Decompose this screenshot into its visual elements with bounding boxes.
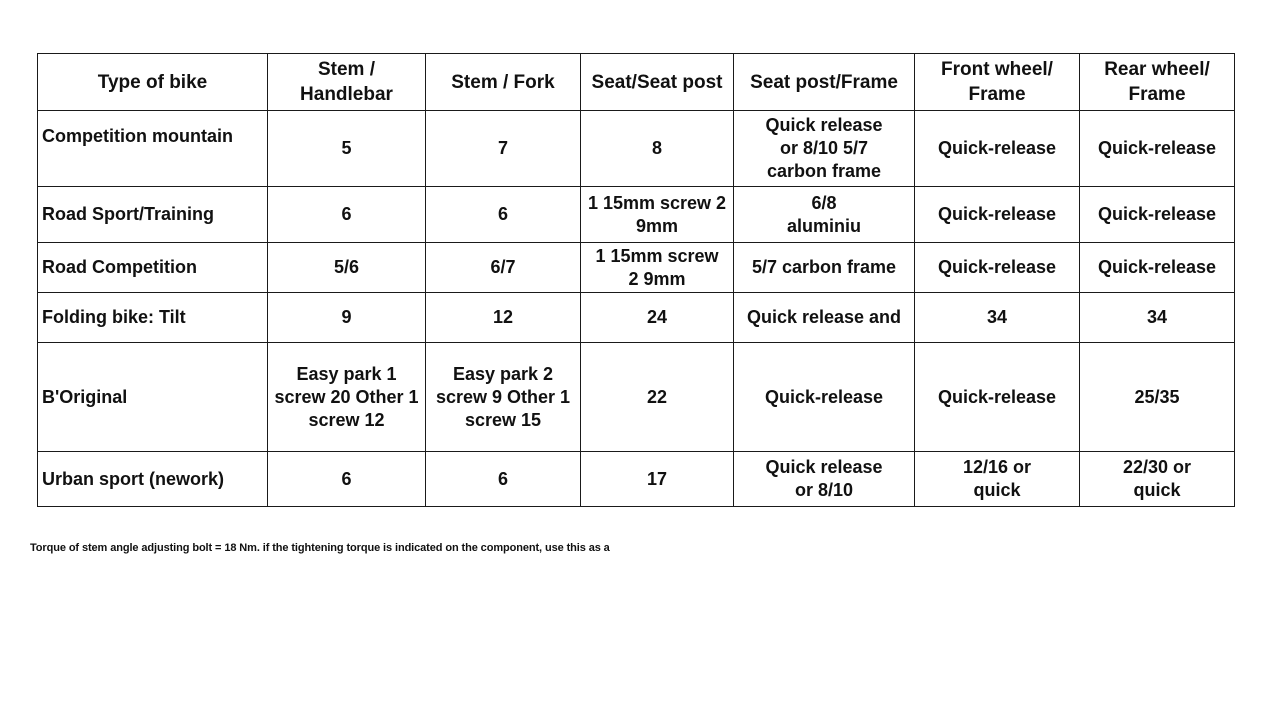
cell-line: Type of bike <box>97 71 208 93</box>
torque-cell-stem-handlebar <box>268 452 426 507</box>
cell-text <box>585 245 729 291</box>
torque-cell-seat-seat-post <box>581 452 734 507</box>
cell-line: Frame <box>1128 84 1186 105</box>
torque-cell-stem-handlebar <box>268 293 426 343</box>
torque-cell-seat-seat-post <box>581 293 734 343</box>
cell-line: screw 15 <box>464 409 542 430</box>
cell-text <box>585 386 729 409</box>
table-row <box>38 343 1235 452</box>
torque-cell-rear-wheel-frame <box>1080 243 1235 293</box>
cell-text <box>738 114 910 183</box>
cell-line: Easy park 2 <box>452 363 554 384</box>
cell-line: 22 <box>646 386 668 407</box>
cell-line: quick <box>973 480 1021 500</box>
cell-text <box>585 468 729 491</box>
cell-line: Frame <box>968 84 1026 105</box>
cell-text <box>585 70 729 95</box>
cell-text <box>919 386 1075 409</box>
cell-line: Quick-release <box>1097 138 1217 158</box>
cell-text <box>430 468 576 491</box>
footnote: Torque of stem angle adjusting bolt = 18 Nm. if the tightening torque is indicated on the component, use this as a <box>30 542 610 554</box>
cell-line: 34 <box>986 307 1008 327</box>
torque-cell-rear-wheel-frame <box>1080 452 1235 507</box>
cell-line: Seat/Seat post <box>591 71 723 93</box>
cell-text <box>919 456 1075 502</box>
cell-line: screw 9 Other 1 <box>435 386 571 407</box>
cell-text <box>738 256 910 279</box>
torque-cell-seat-seat-post <box>581 343 734 452</box>
cell-text <box>1084 203 1230 226</box>
bike-type-cell: Road Competition <box>38 243 268 293</box>
torque-cell-front-wheel-frame <box>915 111 1080 187</box>
cell-line: Quick-release <box>937 204 1057 224</box>
torque-cell-seat-post-frame <box>734 293 915 343</box>
table-row <box>38 111 1235 187</box>
cell-line: Front wheel/ <box>941 59 1053 80</box>
cell-line: 6/7 <box>490 257 516 277</box>
cell-text <box>585 192 729 238</box>
cell-text <box>272 468 421 491</box>
cell-line: 8 <box>651 138 662 158</box>
bike-type-cell: B'Original <box>38 343 268 452</box>
column-header-seat-post-frame <box>734 54 915 111</box>
torque-table <box>37 53 1235 507</box>
column-header-stem-handlebar <box>268 54 426 111</box>
cell-line: or 8/10 <box>794 480 854 500</box>
cell-text <box>430 70 576 95</box>
cell-text <box>738 456 910 502</box>
cell-text <box>430 363 576 432</box>
cell-line: 24 <box>646 307 668 327</box>
cell-line: Stem / <box>317 59 376 80</box>
cell-line: screw 20 Other 1 <box>274 386 419 407</box>
cell-text <box>272 137 421 160</box>
table-row <box>38 187 1235 243</box>
cell-line: Easy park 1 <box>296 363 397 384</box>
cell-line: Stem / Fork <box>451 71 555 93</box>
cell-text <box>738 386 910 409</box>
torque-cell-front-wheel-frame <box>915 243 1080 293</box>
cell-text <box>272 203 421 226</box>
cell-text <box>1084 57 1230 107</box>
cell-text <box>919 57 1075 107</box>
cell-line: 25/35 <box>1134 386 1180 407</box>
cell-text <box>919 256 1075 279</box>
column-header-rear-wheel-frame <box>1080 54 1235 111</box>
cell-line: 6 <box>341 468 352 489</box>
torque-cell-stem-handlebar <box>268 243 426 293</box>
torque-cell-stem-fork <box>426 343 581 452</box>
cell-text <box>919 306 1075 329</box>
cell-line: Quick-release <box>937 257 1057 277</box>
torque-cell-seat-post-frame <box>734 111 915 187</box>
torque-cell-seat-post-frame <box>734 343 915 452</box>
cell-text <box>1084 386 1230 409</box>
cell-line: aluminiu <box>786 215 861 236</box>
torque-cell-seat-seat-post <box>581 243 734 293</box>
cell-line: 1 15mm screw <box>595 245 719 266</box>
torque-cell-stem-handlebar <box>268 343 426 452</box>
torque-cell-stem-fork <box>426 452 581 507</box>
cell-text <box>738 192 910 238</box>
cell-text <box>738 70 910 95</box>
torque-cell-front-wheel-frame <box>915 343 1080 452</box>
cell-text <box>585 306 729 329</box>
cell-line: Quick-release <box>937 138 1057 158</box>
table-row <box>38 243 1235 293</box>
column-header-front-wheel-frame <box>915 54 1080 111</box>
column-header-stem-fork <box>426 54 581 111</box>
torque-cell-front-wheel-frame <box>915 187 1080 243</box>
cell-line: carbon frame <box>766 161 882 181</box>
torque-cell-seat-post-frame <box>734 452 915 507</box>
table-header-row <box>38 54 1235 111</box>
cell-text <box>919 137 1075 160</box>
torque-cell-stem-handlebar <box>268 187 426 243</box>
cell-line: 34 <box>1146 307 1168 327</box>
bike-type-cell: Competition mountain <box>38 111 268 187</box>
cell-line: Quick-release <box>1097 204 1217 224</box>
cell-line: 12 <box>492 307 514 327</box>
cell-line: Quick release <box>765 457 883 477</box>
cell-line: 6 <box>341 204 352 224</box>
cell-text <box>1084 137 1230 160</box>
cell-line: Seat post/Frame <box>750 71 898 93</box>
torque-cell-seat-post-frame <box>734 187 915 243</box>
bike-type-cell: Road Sport/Training <box>38 187 268 243</box>
cell-line: 12/16 or <box>962 457 1032 477</box>
bike-type-cell: Urban sport (nework) <box>38 452 268 507</box>
cell-line: Quick-release <box>764 386 884 407</box>
cell-text <box>919 203 1075 226</box>
cell-line: screw 12 <box>308 409 385 430</box>
cell-text <box>272 363 421 432</box>
cell-line: Rear wheel/ <box>1104 59 1210 80</box>
cell-line: 6/8 <box>811 192 837 213</box>
cell-line: 9mm <box>635 215 679 236</box>
cell-text <box>430 256 576 279</box>
cell-text <box>585 137 729 160</box>
cell-line: Quick release <box>765 115 883 135</box>
cell-line: 1 15mm screw 2 <box>587 192 727 213</box>
cell-line: Quick-release <box>1097 257 1217 277</box>
torque-cell-rear-wheel-frame <box>1080 343 1235 452</box>
cell-text <box>430 203 576 226</box>
cell-text <box>272 256 421 279</box>
torque-cell-stem-fork <box>426 293 581 343</box>
cell-line: 22/30 or <box>1122 457 1192 477</box>
cell-line: Quick-release <box>937 386 1057 407</box>
cell-text <box>1084 306 1230 329</box>
cell-text <box>430 137 576 160</box>
cell-line: 5/6 <box>333 257 360 277</box>
cell-text <box>1084 456 1230 502</box>
torque-cell-seat-seat-post <box>581 187 734 243</box>
cell-line: 7 <box>497 138 508 158</box>
cell-line: 5/7 carbon frame <box>751 257 897 277</box>
torque-cell-rear-wheel-frame <box>1080 187 1235 243</box>
table-body <box>38 111 1235 507</box>
cell-line: Handlebar <box>300 84 393 105</box>
cell-line: 6 <box>497 204 508 224</box>
cell-text <box>272 57 421 107</box>
cell-text <box>42 70 263 95</box>
cell-line: 9 <box>341 307 352 327</box>
cell-line: quick <box>1133 480 1181 500</box>
torque-cell-front-wheel-frame <box>915 293 1080 343</box>
column-header-type-of-bike <box>38 54 268 111</box>
bike-type-cell: Folding bike: Tilt <box>38 293 268 343</box>
cell-text <box>738 306 910 329</box>
column-header-seat-seat-post <box>581 54 734 111</box>
torque-cell-seat-seat-post <box>581 111 734 187</box>
table-row <box>38 452 1235 507</box>
torque-cell-seat-post-frame <box>734 243 915 293</box>
cell-text <box>1084 256 1230 279</box>
torque-cell-stem-fork <box>426 243 581 293</box>
cell-line: 17 <box>646 468 668 489</box>
torque-cell-stem-fork <box>426 111 581 187</box>
torque-cell-stem-fork <box>426 187 581 243</box>
cell-line: or 8/10 5/7 <box>779 138 869 158</box>
cell-text <box>272 306 421 329</box>
cell-line: Quick release and <box>746 307 902 327</box>
cell-line: 2 9mm <box>628 268 686 289</box>
torque-cell-front-wheel-frame <box>915 452 1080 507</box>
cell-line: 6 <box>497 468 508 489</box>
table-row <box>38 293 1235 343</box>
torque-cell-rear-wheel-frame <box>1080 111 1235 187</box>
cell-text <box>430 306 576 329</box>
torque-cell-rear-wheel-frame <box>1080 293 1235 343</box>
cell-line: 5 <box>341 138 352 158</box>
torque-cell-stem-handlebar <box>268 111 426 187</box>
